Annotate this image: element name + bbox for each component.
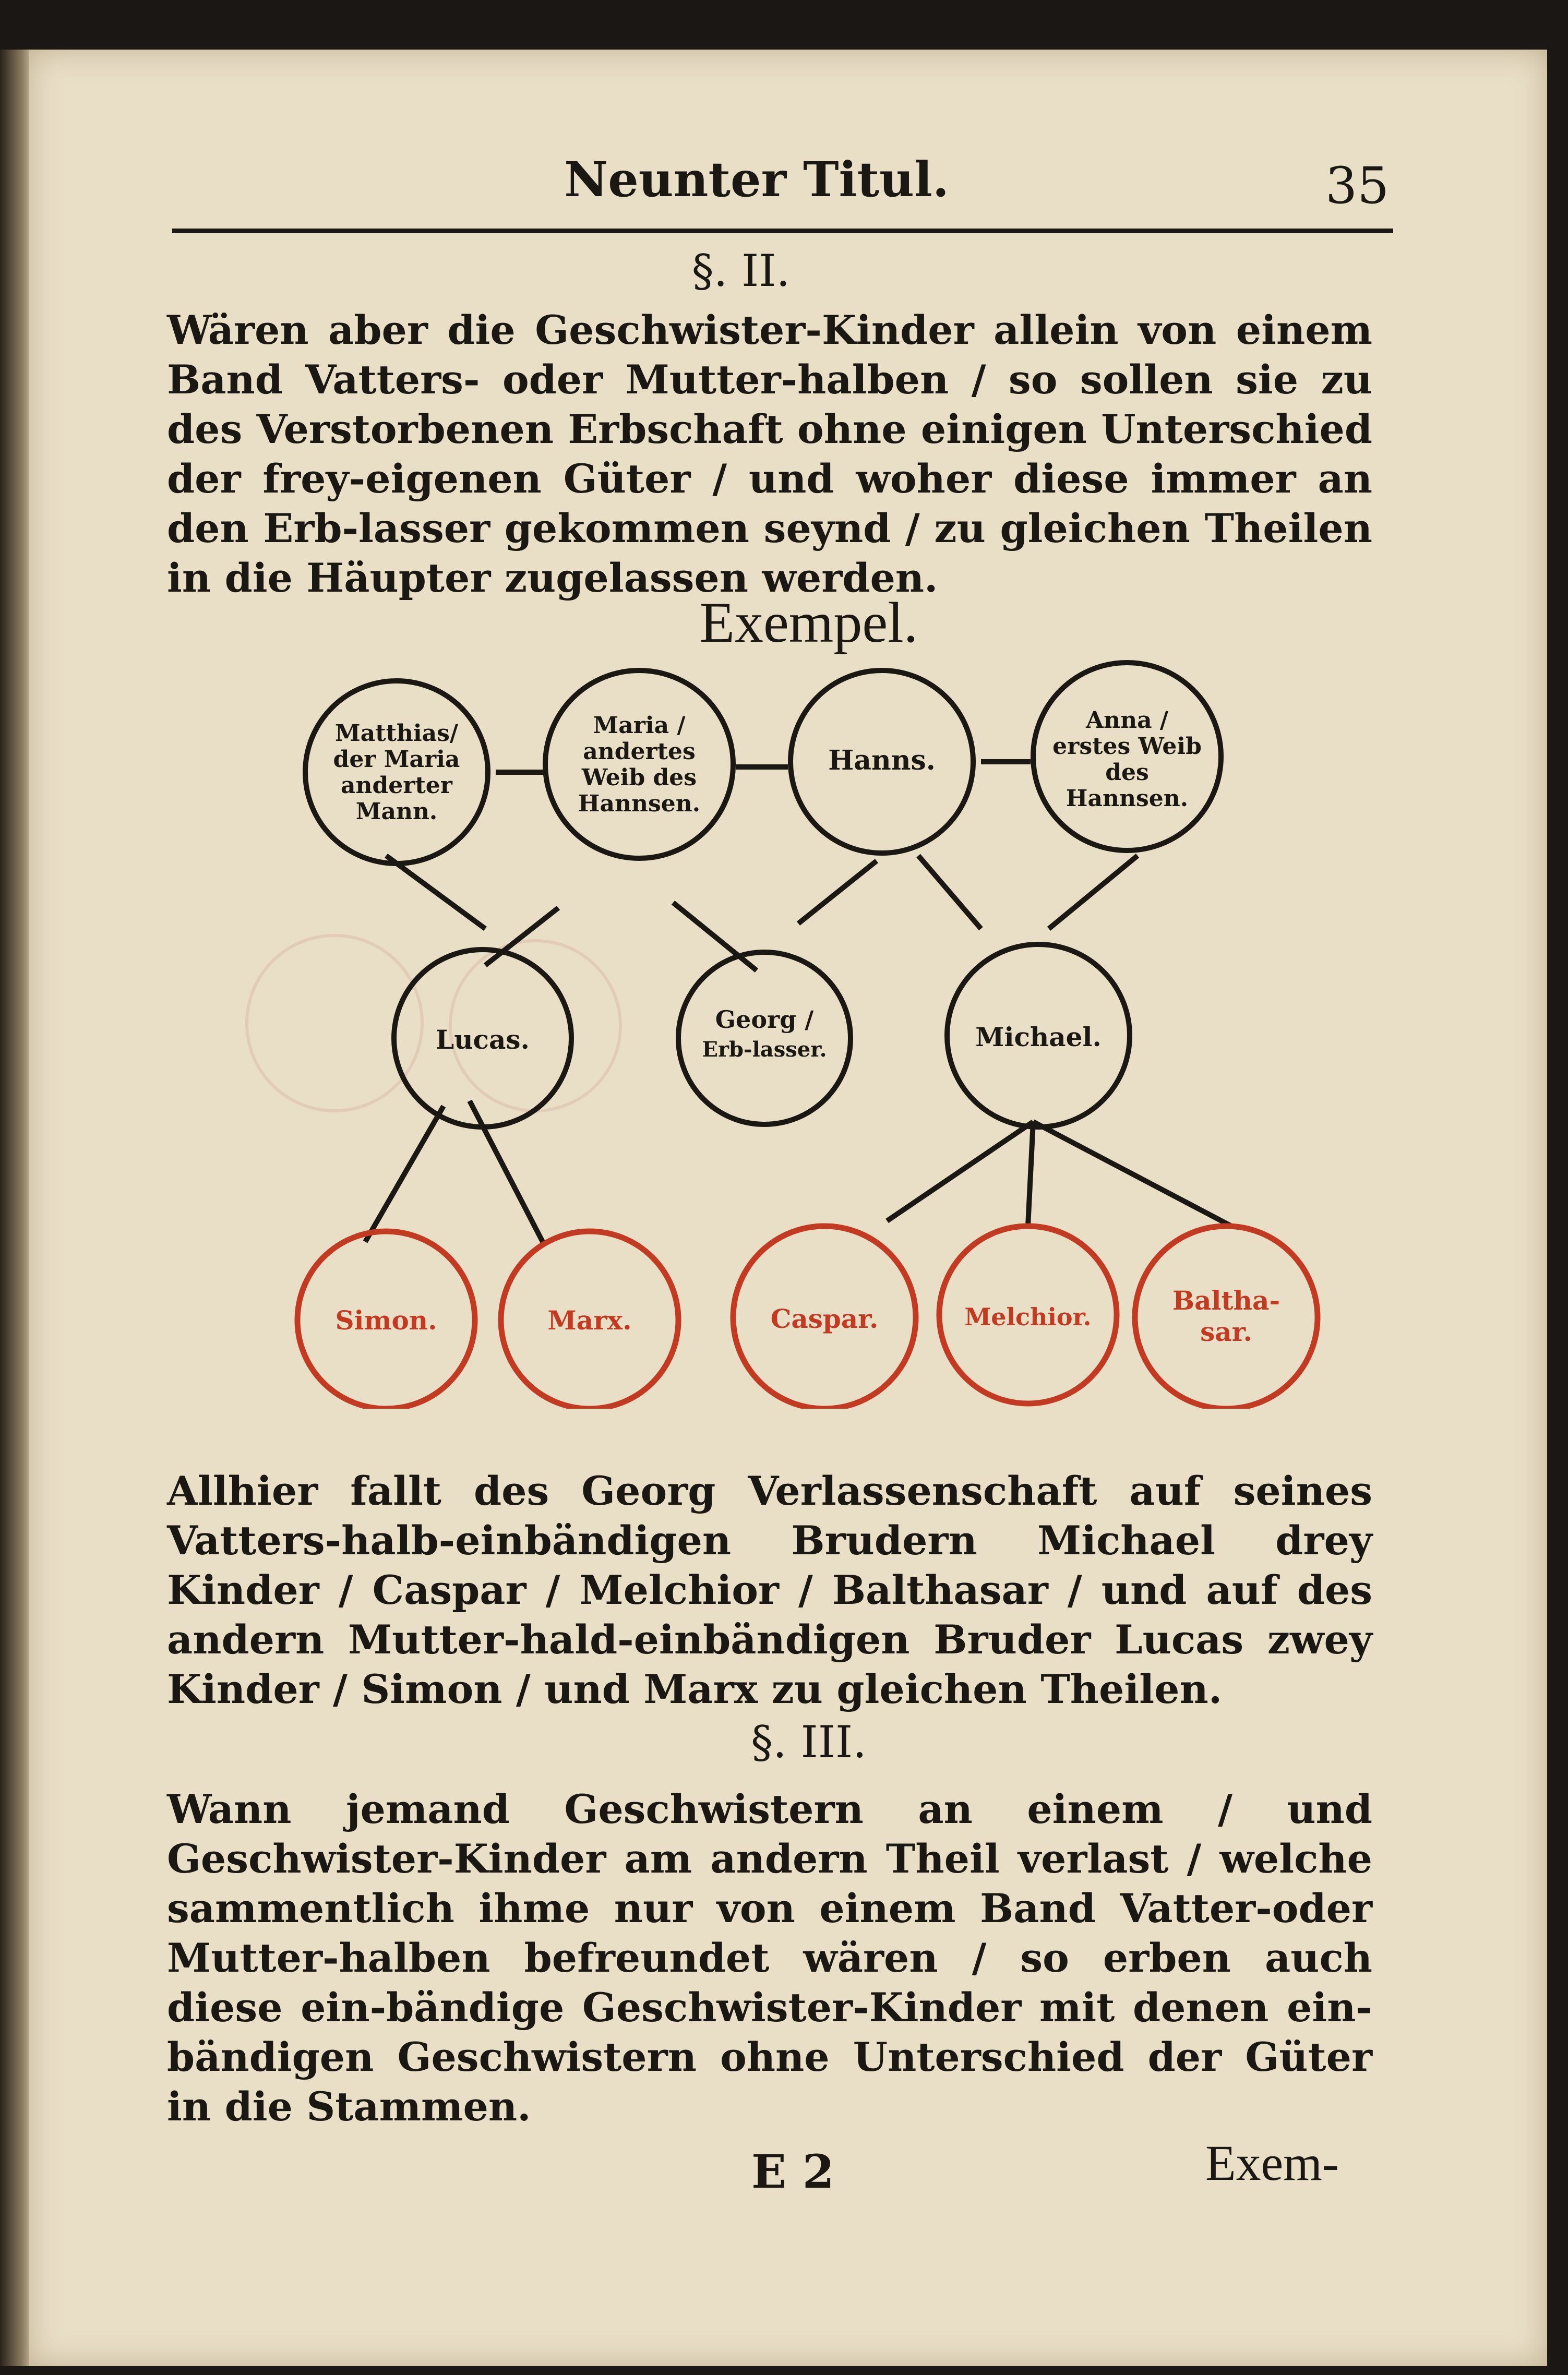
label-hanns: Hanns. bbox=[828, 745, 936, 776]
page-number: 35 bbox=[1325, 157, 1390, 215]
label-lucas: Lucas. bbox=[436, 1024, 530, 1055]
label-balthasar-line2: sar. bbox=[1200, 1316, 1252, 1347]
running-title: Neunter Titul. bbox=[564, 151, 949, 208]
label-anna: Anna / bbox=[1085, 707, 1169, 734]
label-maria-line2: andertes bbox=[583, 738, 696, 765]
section-2-paragraph: Wären aber die Geschwister-Kinder allein von einem Band Vatters- oder Mutter-halben / so sollen sie zu des Verstorbenen Erbschaft ohne einigen Unterschied der frey-eigenen Güter / und woher diese immer an den Erb-lasser gekommen seynd / zu gleichen Theilen in die Häupter zugelassen werden. bbox=[167, 307, 1372, 601]
section-heading-2: §. II. bbox=[691, 245, 791, 296]
label-georg-line2: Erb-lasser. bbox=[702, 1037, 827, 1062]
label-georg: Georg / bbox=[715, 1005, 814, 1034]
label-maria: Maria / bbox=[593, 712, 686, 739]
section-heading-3: §. III. bbox=[751, 1717, 867, 1768]
section-3-paragraph: Wann jemand Geschwistern an einem / und Geschwister-Kinder am andern Theil verlast / welche sammentlich ihme nur von einem Band Vatter-oder Mutter-halben befreundet wären / so erben auch diese ein-bändige Geschwister-Kinder mit denen ein-bändigen Geschwistern ohne Unterschied der Güter in die Stammen. bbox=[167, 1786, 1372, 2130]
tree-connectors bbox=[365, 762, 1231, 1242]
catchword: Exem- bbox=[1205, 2135, 1339, 2191]
label-michael: Michael. bbox=[975, 1022, 1102, 1052]
label-anna-line3: des bbox=[1105, 759, 1149, 786]
label-maria-line3: Weib des bbox=[581, 764, 697, 791]
label-matthias: Matthias/ bbox=[335, 720, 458, 747]
signature-mark: E 2 bbox=[751, 2144, 834, 2199]
label-anna-line4: Hannsen. bbox=[1066, 785, 1189, 812]
label-matthias-line3: anderter bbox=[341, 772, 452, 799]
explanation-paragraph: Allhier fallt des Georg Verlassenschaft auf seines Vatters-halb-einbändigen Brudern Michael drey Kinder / Caspar / Melchior / Balthasar / und auf des andern Mutter-hald-einbändigen Bruder Lucas zwey Kinder / Simon / und Marx zu gleichen Theilen. bbox=[167, 1468, 1372, 1712]
label-balthasar: Baltha- bbox=[1172, 1285, 1280, 1316]
label-matthias-line2: der Maria bbox=[333, 746, 460, 773]
label-caspar: Caspar. bbox=[770, 1303, 879, 1334]
label-marx: Marx. bbox=[547, 1305, 632, 1336]
label-simon: Simon. bbox=[335, 1305, 437, 1336]
example-heading: Exempel. bbox=[699, 591, 918, 654]
label-matthias-line4: Mann. bbox=[355, 798, 438, 825]
label-anna-line2: erstes Weib bbox=[1052, 733, 1202, 760]
label-melchior: Melchior. bbox=[964, 1303, 1092, 1331]
label-maria-line4: Hannsen. bbox=[578, 790, 701, 817]
